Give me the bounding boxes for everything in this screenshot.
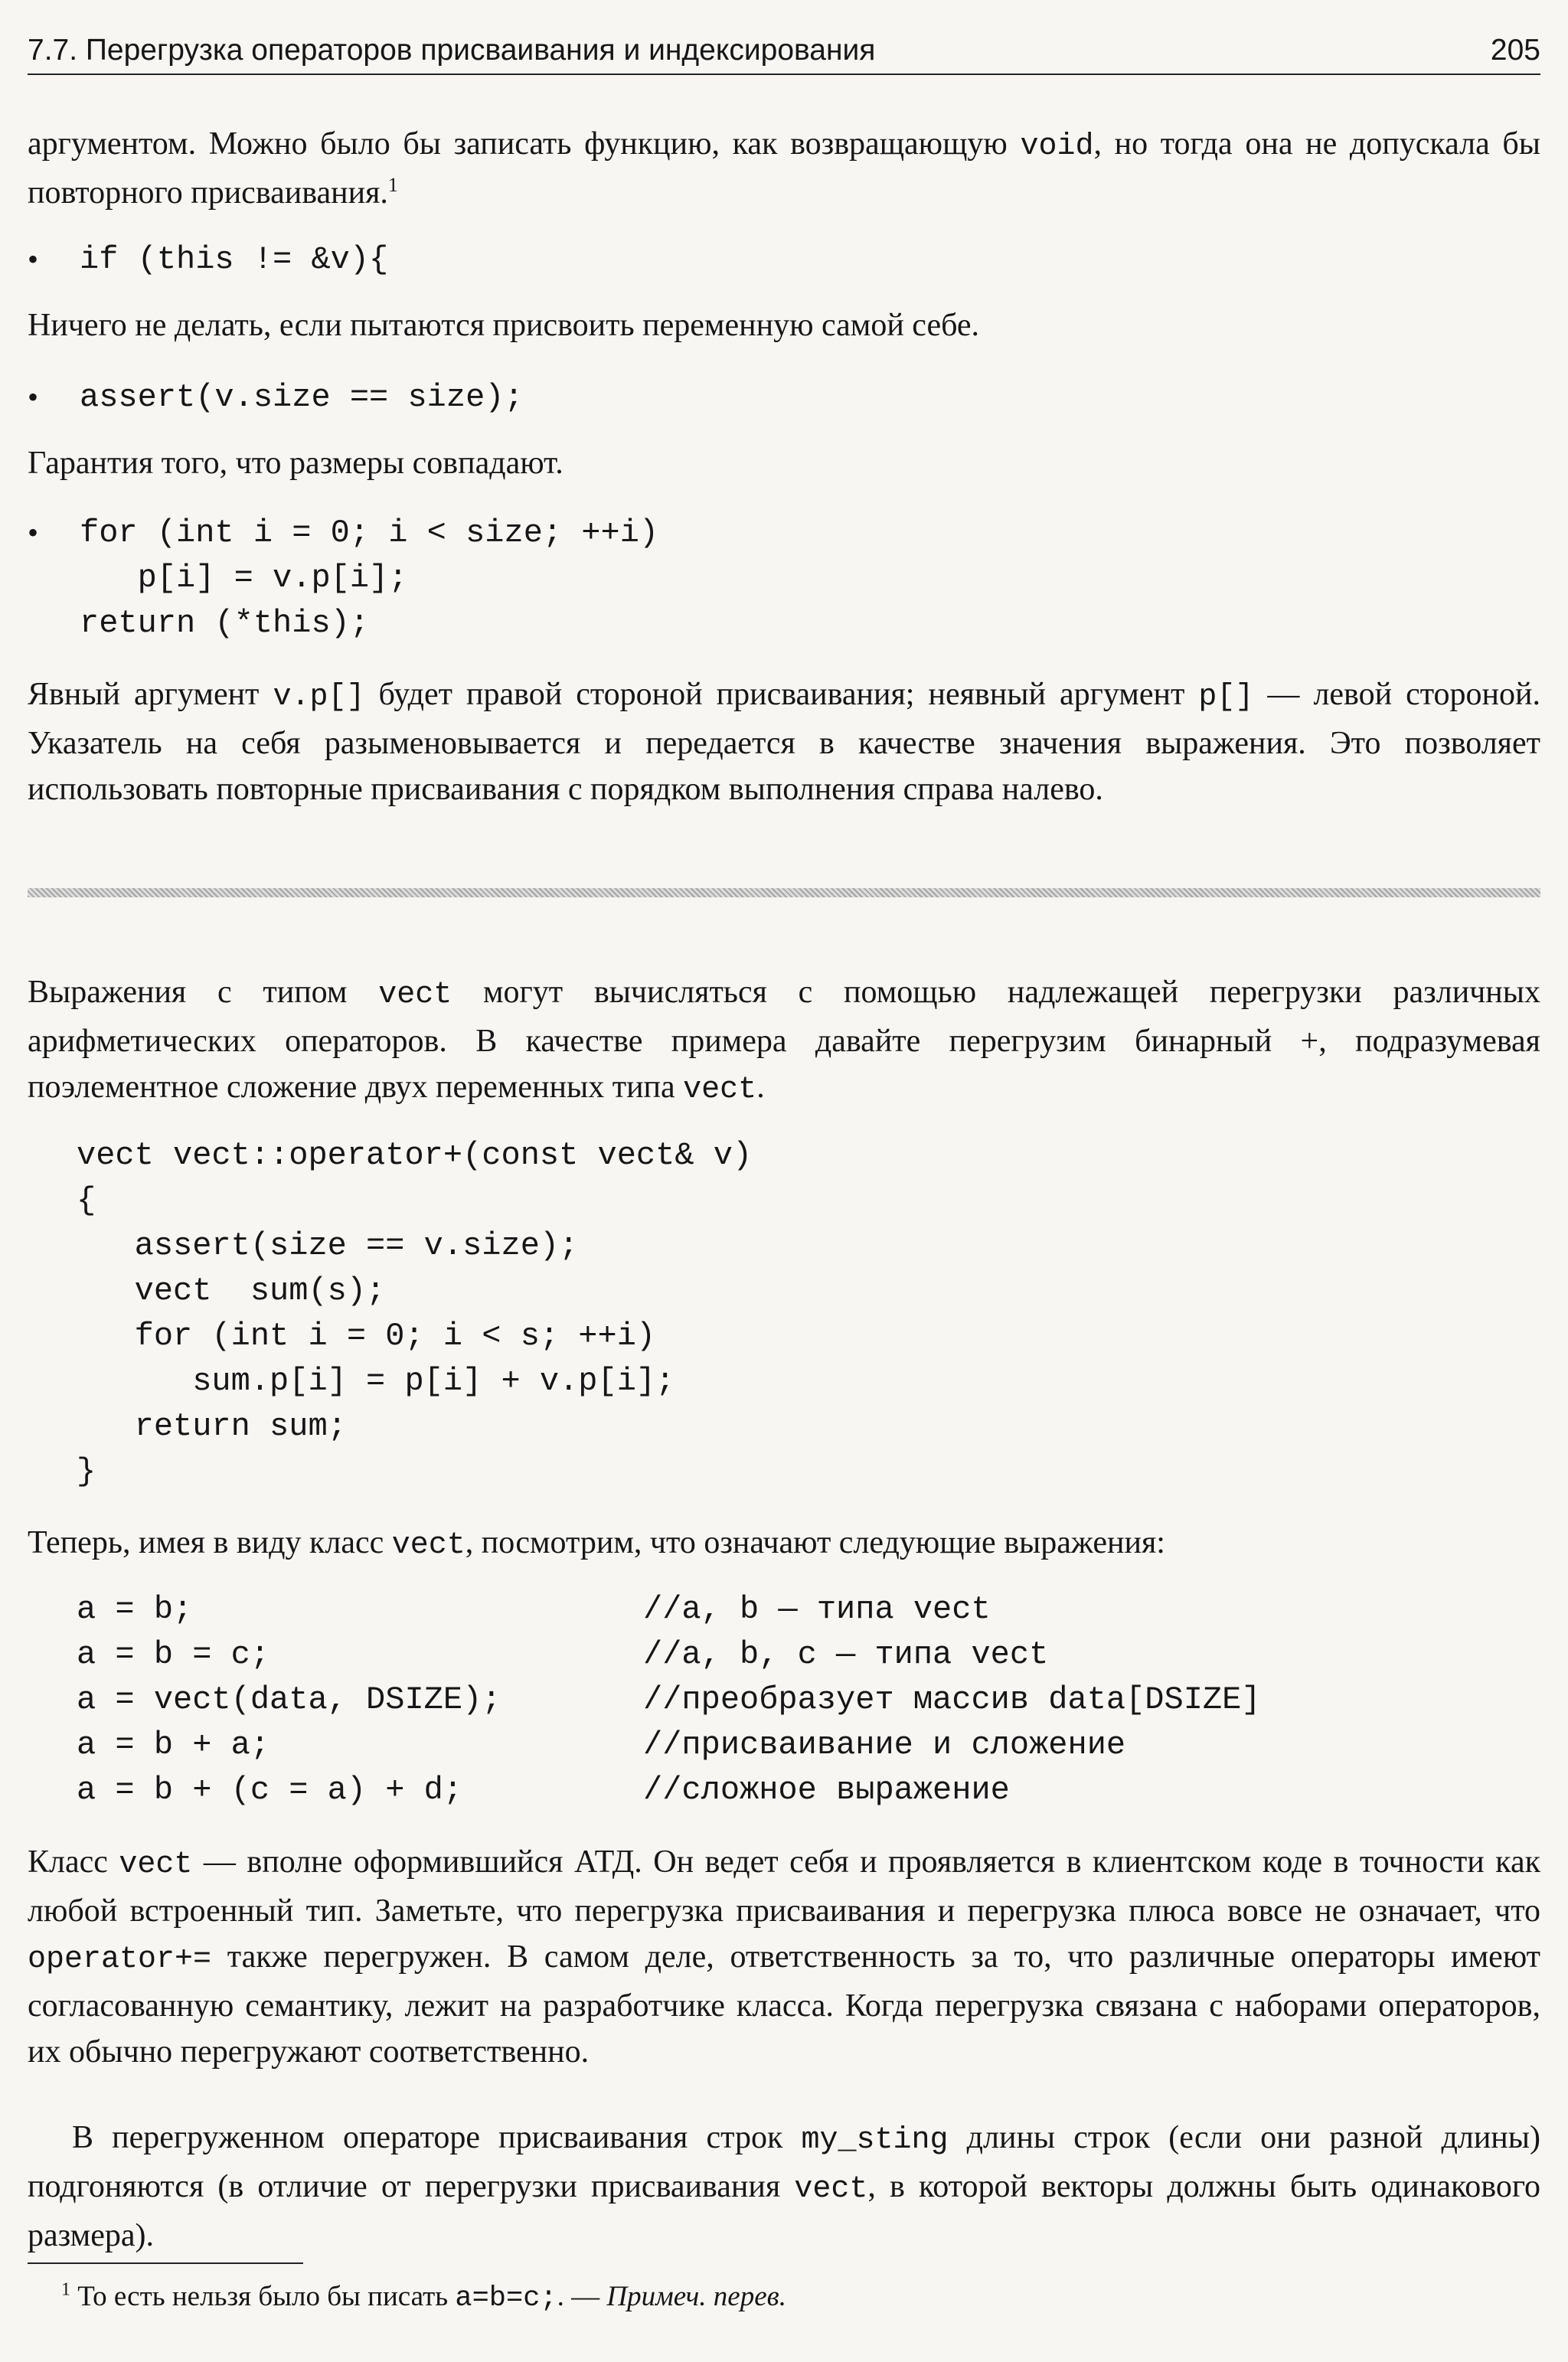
expression-row (77, 1767, 1261, 1812)
paragraph-vect-expressions (28, 969, 1540, 1113)
text-span: Теперь, имея в виду класс (28, 1525, 392, 1560)
text-span: Явный аргумент (28, 677, 273, 712)
expression-row (77, 1632, 1261, 1677)
paragraph-return-value (28, 121, 1540, 216)
text-span: будет правой стороной присваивания; неявный аргумент (364, 677, 1199, 712)
paragraph-size-guarantee: Гарантия того, что размеры совпадают. (28, 446, 564, 481)
footnote-reference: 1 (387, 174, 398, 196)
inline-code: a=b=c; (455, 2282, 557, 2315)
text-span: аргументом. Можно было бы записать функцию, как возвращающую (28, 126, 1021, 162)
text-span: — вполне оформившийся АТД. Он ведет себя и проявляется в клиентском коде в точности как любой встроенный тип. Заметьте, что перегрузка присваивания и перегрузка плюса вовсе не означает, что (28, 1844, 1540, 1929)
inline-code: void (1020, 129, 1094, 164)
expression-row (77, 1722, 1261, 1767)
text-span: . (756, 1070, 765, 1105)
expression-comment: //преобразует массив data[DSIZE] (643, 1681, 1261, 1718)
text-span: могут вычисляться с помощью надлежащей перегрузки различных арифметических операторов. В качестве примера давайте перегрузим бинарный +, подразумевая поэлементное сложение двух переменных типа (28, 975, 1540, 1105)
expression-examples (77, 1586, 1261, 1812)
text-span: То есть нельзя было бы писать (70, 2281, 456, 2312)
code-assert-size: assert(v.size == size); (80, 379, 524, 416)
paragraph-do-nothing: Ничего не делать, если пытаются присвоить переменную самой себе. (28, 308, 980, 343)
text-span: , в которой векторы должны быть одинакового размера). (28, 2169, 1540, 2253)
footnote-number: 1 (61, 2279, 70, 2300)
bullet-marker: • (28, 380, 39, 414)
code-self-check: if (this != &v){ (80, 241, 389, 278)
text-span: , посмотрим, что означают следующие выражения: (465, 1525, 1165, 1560)
expression-code: a = b = c; (77, 1635, 270, 1673)
code-copy-loop: for (int i = 0; i < size; ++i) p[i] = v.p[i]; return (*this); (80, 515, 659, 642)
footnote (61, 2280, 786, 2315)
inline-code: vect (794, 2172, 868, 2207)
expression-row (77, 1586, 1261, 1632)
code-operator-plus: vect vect::operator+(const vect& v) { assert(size == v.size); vect sum(s); for (int i = 0; i < s; ++i) sum.p[i] = p[i] + v.p[i]; return sum; } (77, 1137, 753, 1490)
expression-comment: //a, b — типа vect (643, 1590, 991, 1628)
expression-code: a = b + a; (77, 1726, 270, 1763)
expression-code: a = b; (77, 1590, 193, 1628)
paragraph-explicit-argument (28, 671, 1540, 812)
bullet-marker: • (28, 515, 39, 550)
inline-code: vect (119, 1847, 193, 1882)
text-span: , но тогда она не допускала бы повторного присваивания. (28, 126, 1540, 211)
expression-comment: //сложное выражение (643, 1771, 1010, 1808)
paragraph-expressions-intro (28, 1520, 1540, 1569)
inline-code: vect (683, 1073, 757, 1107)
inline-code: vect (378, 978, 452, 1012)
inline-code: v.p[] (273, 680, 365, 714)
footnote-rule (28, 2262, 303, 2264)
expression-code: a = vect(data, DSIZE); (77, 1681, 501, 1718)
text-span: длины строк (если они разной длины) подгоняются (в отличие от перегрузки присваивания (28, 2120, 1540, 2204)
text-span: также перегружен. В самом деле, ответственность за то, что различные операторы имеют согласованную семантику, лежит на разработчике класса. Когда перегрузка связана с наборами операторов, их обычно перегружают соответственно. (28, 1939, 1540, 2070)
inline-code: vect (391, 1528, 466, 1563)
paragraph-string-assignment (28, 2115, 1540, 2259)
text-span: В перегруженном операторе присваивания строк (72, 2120, 802, 2155)
paragraph-vect-adt (28, 1839, 1540, 2075)
expression-code: a = b + (c = a) + d; (77, 1771, 463, 1808)
page-number: 205 (1490, 34, 1540, 67)
running-header-title: 7.7. Перегрузка операторов присваивания и индексирования (28, 34, 876, 67)
inline-code: my_sting (801, 2123, 949, 2158)
inline-code: operator+= (28, 1942, 212, 1977)
inline-code: p[] (1198, 680, 1254, 714)
expression-comment: //a, b, c — типа vect (643, 1635, 1049, 1673)
running-header (28, 29, 1540, 75)
expression-row (77, 1677, 1261, 1722)
translator-note: Примеч. перев. (606, 2281, 786, 2312)
text-span: Выражения с типом (28, 975, 379, 1010)
text-span: Класс (28, 1844, 119, 1880)
text-span: — левой стороной. Указатель на себя разыменовывается и передается в качестве значения выражения. Это позволяет использовать повторные присваивания с порядком выполнения справа налево. (28, 677, 1540, 807)
section-separator (28, 888, 1540, 897)
bullet-marker: • (28, 242, 39, 276)
expression-comment: //присваивание и сложение (643, 1726, 1126, 1763)
text-span: . — (557, 2281, 607, 2312)
